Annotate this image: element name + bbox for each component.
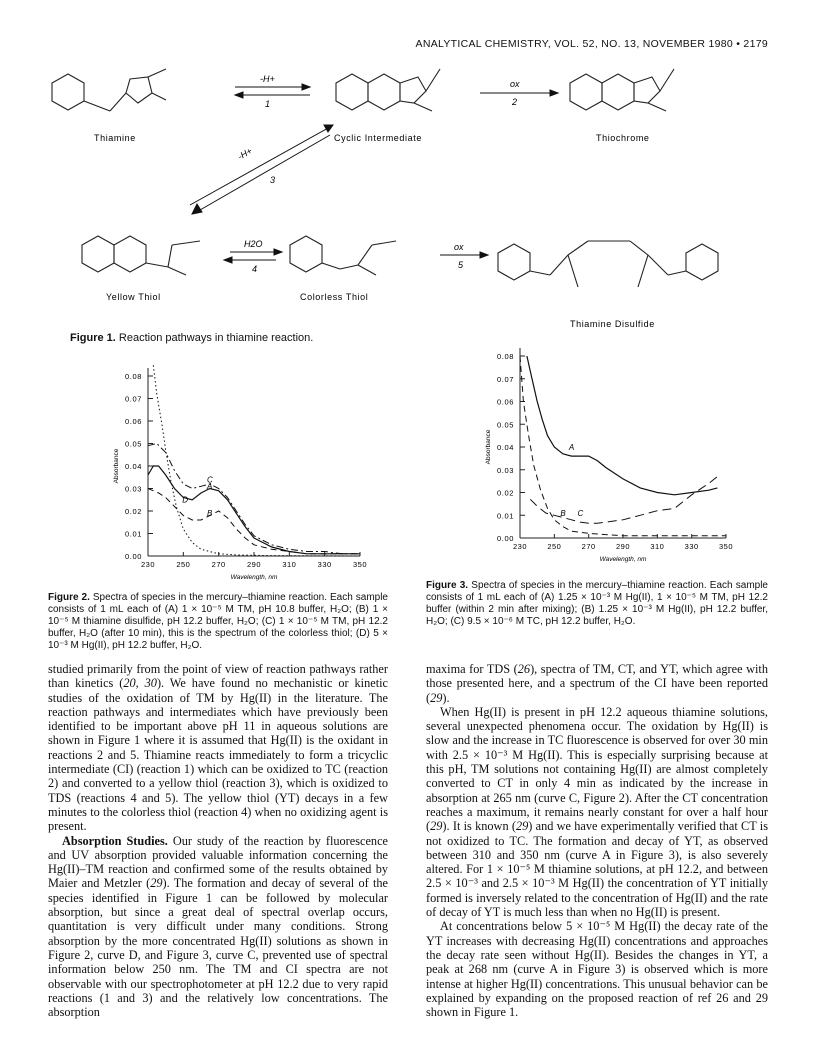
colorless-thiol-structure	[290, 236, 396, 275]
text-run: studied primarily from the point of view of reaction pathways rather than kinetics (	[48, 662, 388, 691]
paragraph	[48, 662, 388, 834]
body-column-left	[48, 662, 388, 1019]
y-tick-label: 0.08	[497, 352, 514, 361]
x-tick-label: 250	[547, 542, 562, 551]
arrow-label-r1: -H+	[260, 74, 275, 84]
x-tick-label: 350	[718, 542, 734, 551]
yellow-thiol-structure	[82, 236, 200, 275]
figure3-caption-label: Figure 3.	[426, 580, 469, 591]
series-C-line	[530, 477, 717, 524]
y-axis-label: Absorbance	[485, 429, 492, 465]
text-run: ), spectra of TM, CT, and YT, which agree with those presented here, and a spectrum of the CI have been reported (	[426, 662, 768, 705]
y-tick-label: 0.00	[125, 552, 142, 561]
y-tick-label: 0.05	[125, 439, 142, 449]
y-tick-label: 0.07	[125, 394, 142, 404]
reaction-scheme	[40, 55, 780, 345]
species-thiamine-disulfide: Thiamine Disulfide	[570, 319, 655, 329]
figure3-caption	[426, 580, 768, 628]
text-run: 29	[430, 819, 443, 834]
y-tick-label: 0.08	[125, 372, 142, 381]
y-tick-label: 0.04	[125, 462, 142, 471]
text-run: maxima for TDS (	[426, 662, 518, 676]
arrow-number-r1: 1	[265, 99, 271, 109]
series-B-line	[148, 489, 360, 554]
paragraph	[426, 919, 768, 1019]
species-yellow-thiol: Yellow Thiol	[106, 292, 161, 302]
x-axis-label: Wavelength, nm	[230, 574, 278, 581]
y-axis-label: Absorbance	[113, 448, 120, 484]
y-tick-label: 0.02	[497, 488, 514, 498]
thiamine-structure	[52, 69, 166, 111]
x-tick-label: 310	[650, 542, 665, 551]
text-run: ). We have found no mechanistic or kinetic studies of the oxidation of TM by Hg(II) in the literature. The reaction pathways and intermediates which have previously been identified to be important above pH 11 in aqueous solutions are shown in Figure 1 where it is assumed that Hg(II) is the oxidant in reactions 2 and 5. Thiamine reacts immediately to form a tricyclic intermediate (CI) (reaction 1) which can be oxidized to TC (reaction 2) and converted to a yellow thiol (reaction 3), which is oxidized to TDS (reactions 4 and 5). The yellow thiol (YT) decays in a few minutes to the colorless thiol (reaction 4) when no oxidizing agent is present.	[48, 676, 388, 834]
y-tick-label: 0.07	[497, 374, 514, 384]
figure2-caption-label: Figure 2.	[48, 592, 90, 603]
arrow-number-r3: 3	[270, 175, 276, 185]
text-run: Our study of the reaction by fluorescence and UV absorption provided valuable information concerning the Hg(II)–TM reaction and confirmed some of the results obtained by Maier and Metzler (	[48, 833, 388, 891]
arrow-number-r5: 5	[458, 260, 464, 270]
species-colorless-thiol: Colorless Thiol	[300, 292, 369, 302]
series-B-label: B	[560, 508, 566, 518]
x-tick-label: 310	[282, 560, 297, 569]
x-tick-label: 270	[211, 560, 226, 569]
x-tick-label: 330	[317, 560, 332, 569]
figure1-caption-text: Reaction pathways in thiamine reaction.	[118, 332, 314, 344]
y-tick-label: 0.04	[497, 443, 514, 452]
figure1-caption	[70, 332, 313, 344]
text-run: At concentrations below 5 × 10⁻⁵ M Hg(II) the decay rate of the YT increases with decreasing Hg(II) concentrations and approaches the decay rate seen without Hg(II). Besides the changes in YT, a peak at 268 nm (curve A in Figure 3) is observed which is more intense at higher Hg(II) concentrations. This unusual behavior can be explained by expanding on the proposed reaction of ref 26 and 29 shown in Figure 1.	[426, 919, 768, 1020]
text-run: 29	[150, 876, 163, 891]
y-tick-label: 0.01	[125, 529, 142, 539]
x-tick-label: 270	[581, 542, 596, 551]
series-B-label: B	[207, 509, 213, 518]
paragraph	[426, 705, 768, 919]
x-axis-label: Wavelength, nm	[599, 556, 647, 563]
x-tick-label: 290	[615, 542, 631, 551]
figure1-caption-label: Figure 1.	[70, 332, 116, 344]
text-run: 29	[430, 690, 443, 705]
thiamine-disulfide-structure	[498, 241, 718, 287]
text-run: ) and we have experimentally verified that CT is not oxidized to TC. The formation and decay of YT, as observed between 310 and 350 nm (curve A in Figure 3), is also severely altered. For 1 × 10⁻⁵ M thiamine solutions, at pH 12.2, and between 2.5 × 10⁻³ and 2.5 × 10⁻³ M Hg(II) the concentration of YT initially formed is inversely related to the concentration of Hg(II) and the rate of decay of YT is much less than when no Hg(II) is present.	[426, 819, 768, 920]
body-column-right	[426, 662, 768, 1019]
y-tick-label: 0.03	[125, 484, 142, 494]
species-thiamine: Thiamine	[94, 133, 136, 143]
text-run: 26	[517, 662, 531, 676]
series-A-label: A	[207, 482, 213, 491]
figure2-chart	[90, 358, 380, 588]
y-tick-label: 0.06	[497, 397, 514, 407]
x-tick-label: 290	[246, 560, 262, 569]
text-run: When Hg(II) is present in pH 12.2 aqueous thiamine solutions, several unexpected phenomena occur. The oxidation by Hg(II) is slow and the increase in TC fluorescence is observed for over 30 min with 2.5 × 10⁻³ M Hg(II). This is especially surprising because at this pH, TM solutions not containing Hg(II) are almost completely converted to CT in only 4 min as indicated by the increase in absorption at 265 nm (curve C, Figure 2). After the CT concentration reaches a maximum, it remains nearly constant for over a half hour (	[426, 704, 768, 834]
arrow-label-r4: H2O	[244, 239, 263, 249]
y-tick-label: 0.01	[497, 511, 514, 521]
x-tick-label: 350	[352, 560, 368, 569]
x-tick-label: 230	[512, 542, 528, 551]
paragraph	[48, 834, 388, 1020]
x-tick-label: 250	[176, 560, 191, 569]
text-run: ). It is known (	[442, 819, 516, 834]
series-A-label: A	[568, 442, 575, 452]
species-cyclic-intermediate: Cyclic Intermediate	[334, 133, 422, 143]
y-tick-label: 0.06	[125, 417, 142, 426]
running-head: ANALYTICAL CHEMISTRY, VOL. 52, NO. 13, NOVEMBER 1980 • 2179	[415, 38, 768, 50]
arrow-label-r3: -H+	[236, 145, 254, 162]
paragraph	[426, 662, 768, 705]
y-tick-label: 0.05	[497, 420, 514, 430]
arrow-number-r2: 2	[512, 97, 518, 107]
x-tick-label: 330	[684, 542, 699, 551]
series-C-label: C	[207, 475, 213, 485]
y-tick-label: 0.02	[125, 507, 142, 516]
thiochrome-structure	[570, 69, 674, 111]
text-run: ). The formation and decay of several of the species identified in Figure 1 can be followed by molecular absorption, but since a great deal of spectral overlap occurs, quantitation is very difficult under many conditions. Strong absorption by the more concentrated Hg(II) solutions as shown in Figure 2, curve D, and Figure 3, curve C, prevented use of spectral information below 250 nm. The TM and CI spectra are not observable with our spectrophotometer at pH 12.2 due to very rapid reactions (1 and 3) and the relatively low concentrations. The absorption	[48, 876, 388, 1020]
text-run: 29	[515, 819, 529, 834]
series-B-line	[520, 356, 726, 536]
section-heading: Absorption Studies.	[62, 833, 168, 848]
y-tick-label: 0.03	[497, 465, 514, 475]
figure2-caption-text: Spectra of species in the mercury–thiamine reaction. Each sample consists of 1 mL each of (A) 1 × 10⁻⁵ M TM, pH 10.8 buffer, H₂O; (B) 1 × 10⁻⁵ M thiamine disulfide, pH 12.2 buffer, H₂O; (C) 1 × 10⁻⁵ M TM, pH 12.2 buffer, H₂O (after 10 min), this is the spectrum of the colorless thiol; (D) 5 × 10⁻³ M Hg(II), pH 12.2 buffer, H₂O.	[48, 592, 388, 651]
cyclic-intermediate-structure	[336, 69, 440, 111]
figure2-caption	[48, 592, 388, 652]
y-tick-label: 0.00	[497, 534, 514, 543]
arrow-label-r5: ox	[454, 242, 464, 252]
series-A-line	[527, 356, 718, 495]
text-run: 20, 30	[123, 676, 157, 691]
x-tick-label: 230	[140, 560, 156, 569]
text-run: ).	[442, 690, 450, 705]
figure3-caption-text: Spectra of species in the mercury–thiamine reaction. Each sample consists of 1 mL each of (A) 1.25 × 10⁻³ M Hg(II), 1 × 10⁻⁵ M TM, pH 12.2 buffer (within 2 min after mixing); (B) 1.25 × 10⁻³ M Hg(II), pH 12.2 buffer, H₂O; (C) 9.5 × 10⁻⁶ M TC, pH 12.2 buffer, H₂O.	[426, 580, 768, 627]
arrow-number-r4: 4	[252, 264, 258, 274]
series-D-label: D	[182, 495, 189, 505]
series-D-line	[153, 365, 360, 556]
arrow-label-r2: ox	[510, 79, 520, 89]
species-thiochrome: Thiochrome	[596, 133, 650, 143]
figure3-chart	[468, 344, 748, 572]
series-C-label: C	[577, 508, 584, 518]
